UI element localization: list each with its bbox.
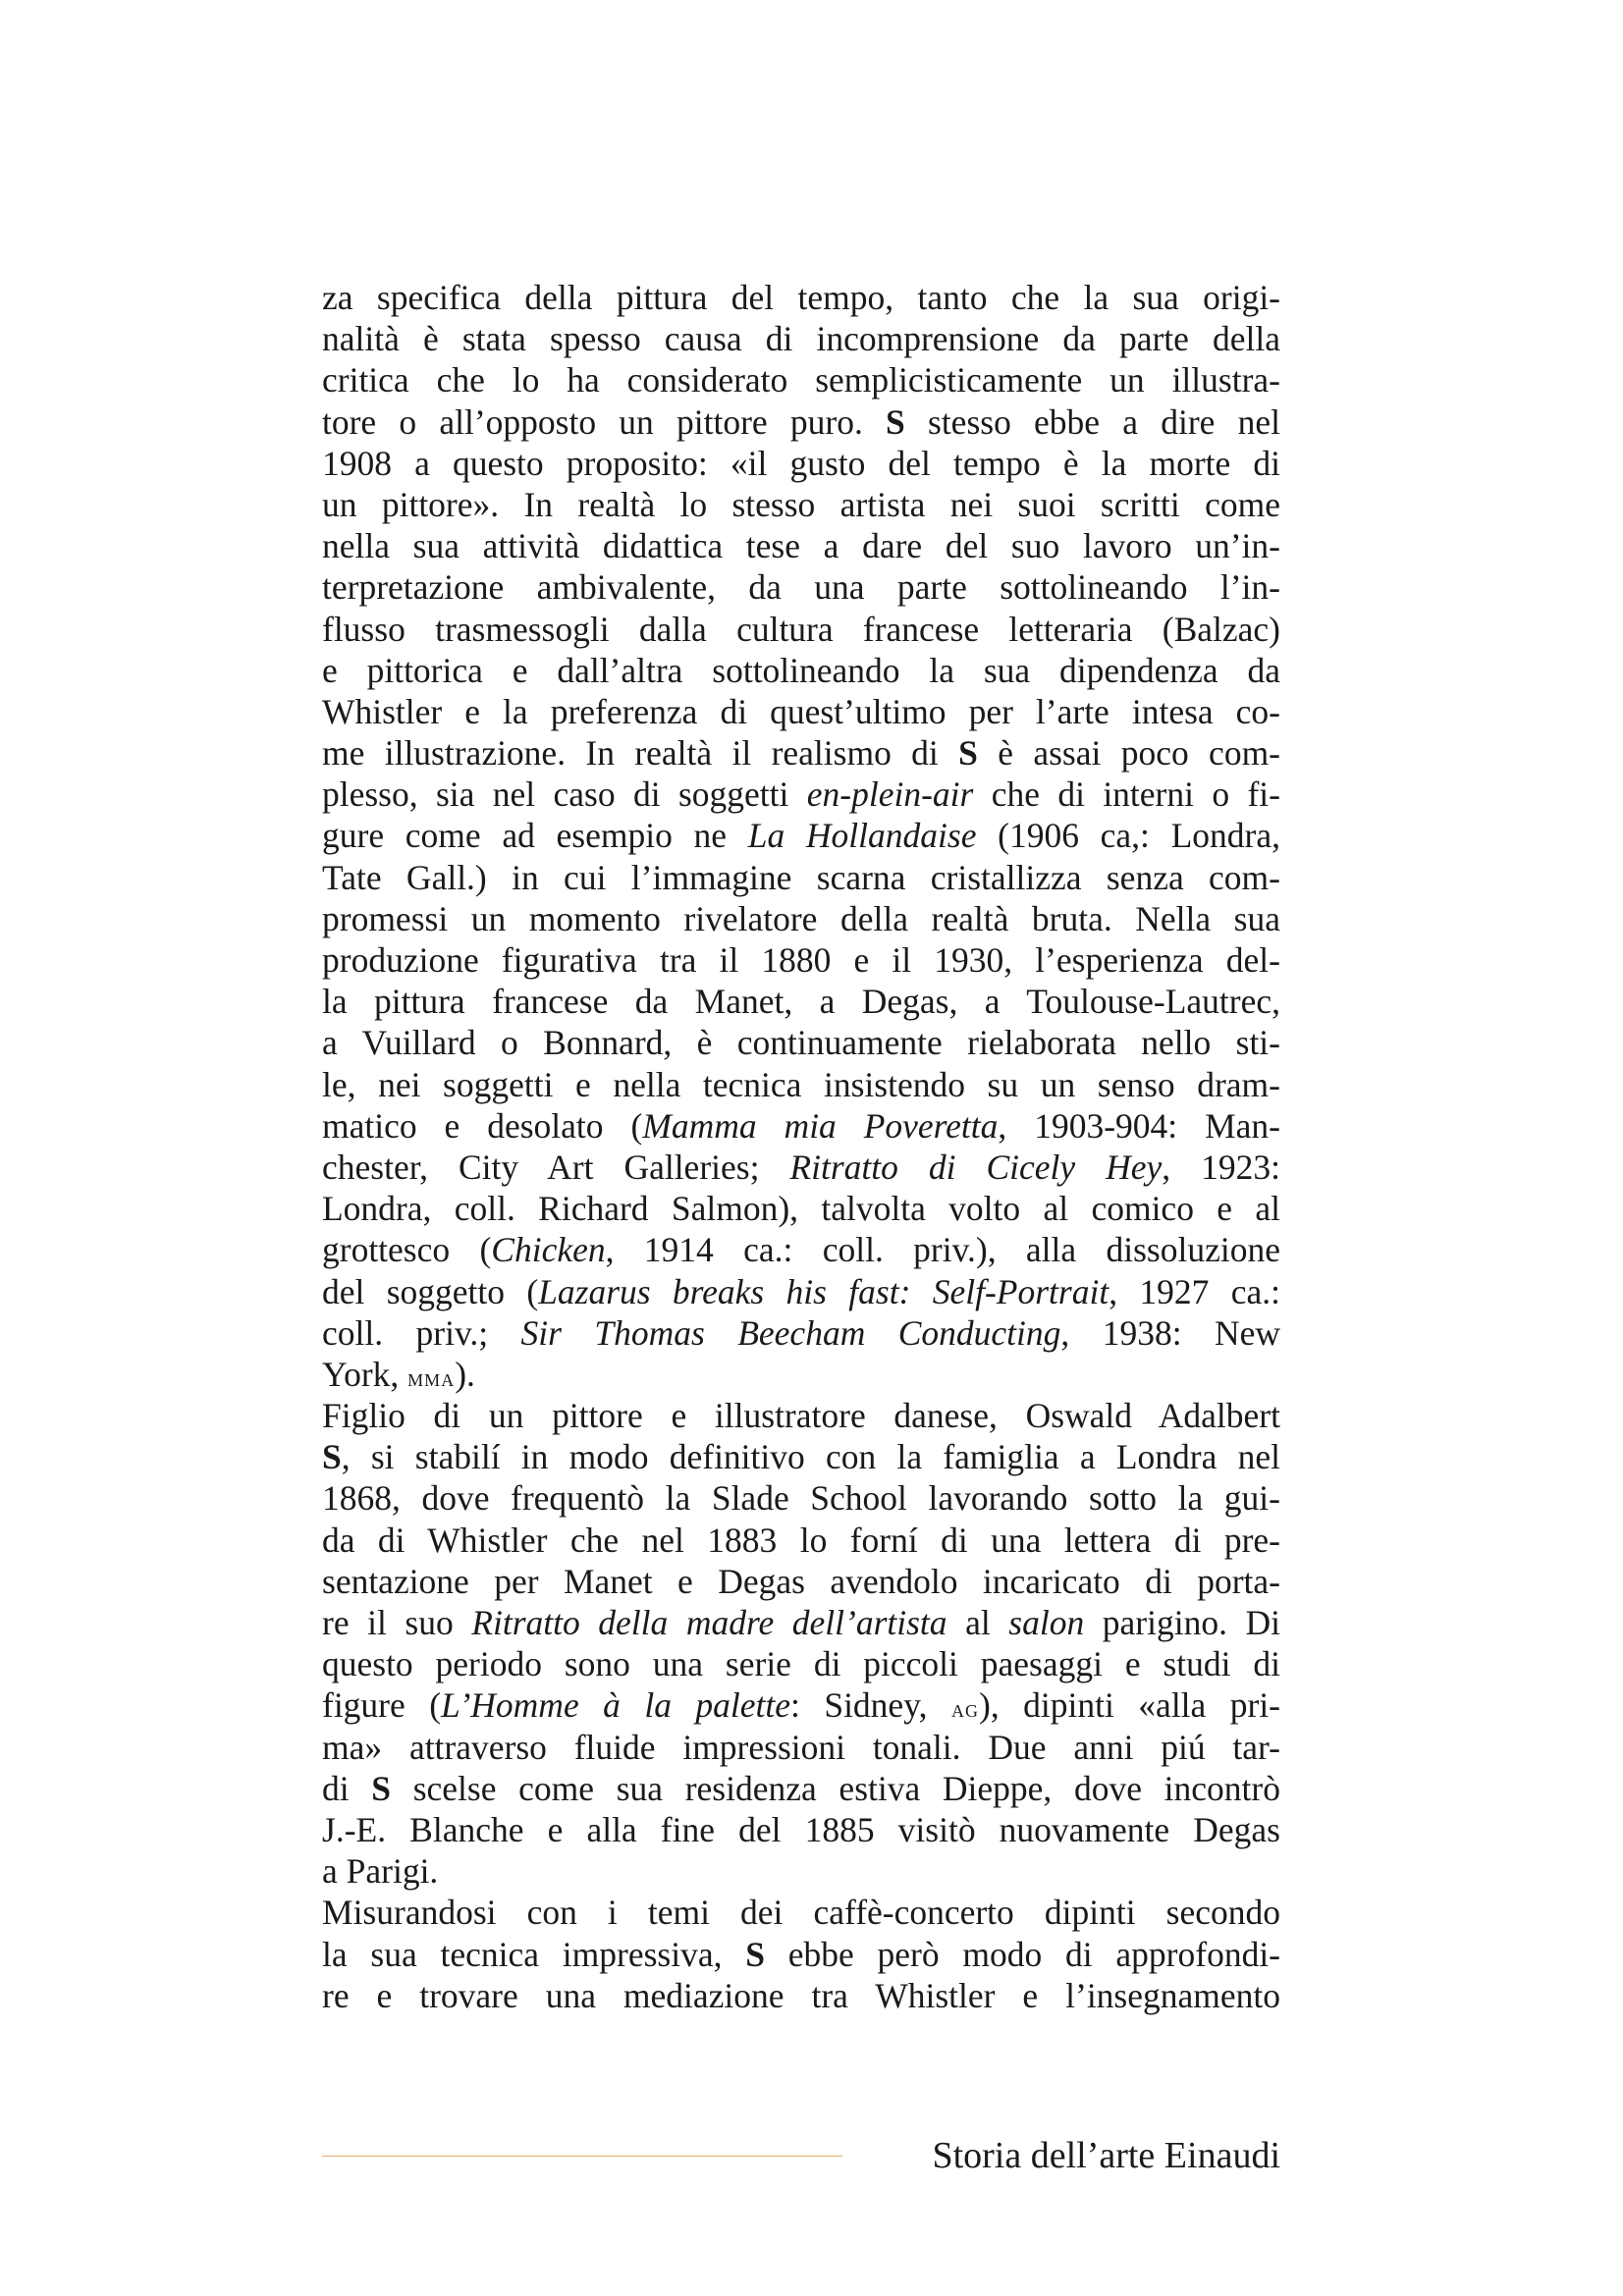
text-run: la pittura francese da Manet, a Degas, a Toulouse-Lautrec, [322,982,1280,1022]
text-run: la sua tecnica impressiva, [322,1934,746,1974]
body-text [322,277,1280,2016]
smallcaps-text: ag [950,1694,980,1724]
text-run: plesso, sia nel caso di soggetti [322,774,807,815]
text-line [322,1395,1280,1436]
text-run: J.-E. Blanche e alla fine del 1885 visitò nuovamente Degas [322,1809,1280,1849]
text-line [322,857,1280,898]
italic-text: L’Homme à la palette [441,1685,791,1726]
text-run: grottesco ( [322,1230,492,1270]
text-run: ). [455,1354,475,1394]
text-line [322,609,1280,650]
text-run: ebbe però modo di approfondi- [764,1934,1281,1974]
text-line [322,1312,1280,1354]
text-run: è assai poco com- [977,733,1280,774]
text-run: 1868, dove frequentò la Slade School lavorando sotto la gui- [322,1478,1280,1519]
text-line [322,732,1280,774]
text-run: al [947,1603,1009,1642]
text-run: nalità è stata spesso causa di incomprensione da parte della [322,319,1280,359]
text-line [322,1850,1280,1892]
text-run: Londra, coll. Richard Salmon), talvolta volto al comico e al [322,1189,1280,1229]
bold-text: S [322,1437,342,1477]
page-footer [322,2130,1280,2181]
text-line [322,318,1280,359]
bold-text: S [886,401,905,442]
text-line [322,1105,1280,1147]
text-run: gure come ad esempio ne [322,816,748,856]
text-run: , 1927 ca.: [1109,1271,1280,1311]
text-run: scelse come sua residenza estiva Dieppe, dove incontrò [391,1768,1280,1808]
text-run: questo periodo sono una serie di piccoli paesaggi e studi di [322,1644,1280,1684]
italic-text: en-plein-air [806,774,974,815]
text-run: , 1914 ca.: coll. priv.), alla dissoluzione [605,1230,1280,1270]
italic-text: salon [1008,1603,1085,1642]
text-line [322,1229,1280,1270]
text-line [322,1934,1280,1975]
text-line [322,1477,1280,1519]
text-line [322,1064,1280,1105]
text-run: coll. priv.; [322,1312,521,1353]
text-line [322,1022,1280,1063]
text-run: tore o all’opposto un pittore puro. [322,401,887,442]
text-line [322,1975,1280,2016]
italic-text: Sir Thomas Beecham Conducting [520,1312,1061,1353]
text-run: e pittorica e dall’altra sottolineando la sua dipendenza da [322,650,1280,690]
text-run: a Parigi. [322,1851,439,1892]
text-line [322,1602,1280,1643]
text-run: (1906 ca,: Londra, [976,816,1280,856]
text-run: di [322,1768,372,1808]
text-run: le, nei soggetti e nella tecnica insistendo su un senso dram- [322,1064,1280,1104]
text-line [322,1643,1280,1684]
text-run: figure ( [322,1685,442,1726]
text-run: stesso ebbe a dire nel [904,401,1280,442]
text-run: re il suo [322,1603,472,1642]
text-line [322,525,1280,566]
smallcaps-text: mma [407,1362,456,1392]
text-run: za specifica della pittura del tempo, tanto che la sua origi- [322,278,1280,317]
text-run: che di interni o fi- [973,774,1280,815]
text-line [322,981,1280,1022]
text-line [322,774,1280,815]
italic-text: Ritratto della madre dell’artista [471,1603,947,1642]
text-run: flusso trasmessogli dalla cultura francese letteraria (Balzac) [322,609,1280,649]
text-run: terpretazione ambivalente, da una parte sottolineando l’in- [322,567,1280,608]
text-run: a Vuillard o Bonnard, è continuamente rielaborata nello sti- [322,1023,1280,1063]
text-run: , 1938: New [1060,1312,1280,1353]
footer-title: Storia dell’arte Einaudi [932,2135,1280,2176]
text-line [322,484,1280,525]
text-line [322,1768,1280,1809]
text-line [322,898,1280,939]
text-run: parigino. Di [1084,1603,1281,1642]
text-line [322,650,1280,691]
text-run: Figlio di un pittore e illustratore danese, Oswald Adalbert [322,1396,1280,1436]
italic-text: Lazarus breaks his fast: Self-Portrait [538,1271,1109,1311]
text-run: Tate Gall.) in cui l’immagine scarna cristallizza senza com- [322,857,1280,897]
italic-text: La Hollandaise [747,816,977,856]
italic-text: Mamma mia Poveretta [642,1105,999,1146]
text-line [322,1727,1280,1768]
text-run: re e trovare una mediazione tra Whistler e l’insegnamento [322,1975,1280,2015]
text-run: critica che lo ha considerato semplicisticamente un illustra- [322,360,1280,400]
text-line [322,1809,1280,1850]
italic-text: Chicken [491,1230,606,1270]
text-run: : Sidney, [790,1685,951,1726]
bold-text: S [745,1934,765,1974]
text-run: del soggetto ( [322,1271,539,1311]
text-run: chester, City Art Galleries; [322,1147,790,1187]
text-line [322,443,1280,484]
text-line [322,1561,1280,1602]
text-run: , 1923: [1162,1147,1280,1187]
text-run: ), dipinti «alla pri- [979,1685,1280,1726]
text-line [322,939,1280,981]
text-line [322,566,1280,608]
text-line [322,401,1280,443]
text-run: sentazione per Manet e Degas avendolo incaricato di porta- [322,1561,1280,1601]
text-run: 1908 a questo proposito: «il gusto del tempo è la morte di [322,443,1280,483]
text-run: produzione figurativa tra il 1880 e il 1930, l’esperienza del- [322,940,1280,980]
text-run: Misurandosi con i temi dei caffè-concerto dipinti secondo [322,1893,1280,1933]
text-run: matico e desolato ( [322,1105,643,1146]
italic-text: Ritratto di Cicely Hey [789,1147,1163,1187]
text-line [322,1271,1280,1312]
text-line [322,691,1280,732]
text-line [322,277,1280,318]
text-run: nella sua attività didattica tese a dare del suo lavoro un’in- [322,526,1280,566]
text-line [322,1684,1280,1726]
text-run: da di Whistler che nel 1883 lo forní di una lettera di pre- [322,1520,1280,1560]
text-line [322,1188,1280,1229]
text-run: un pittore». In realtà lo stesso artista nei suoi scritti come [322,484,1280,524]
text-line [322,1436,1280,1477]
text-run: ma» attraverso fluide impressioni tonali. Due anni piú tar- [322,1727,1280,1767]
text-line [322,1892,1280,1933]
text-line [322,359,1280,400]
bold-text: S [958,733,978,774]
bold-text: S [371,1768,392,1808]
text-line [322,1147,1280,1188]
text-run: promessi un momento rivelatore della realtà bruta. Nella sua [322,898,1280,938]
text-run: York, [322,1354,408,1394]
text-line [322,1520,1280,1561]
text-run: Whistler e la preferenza di quest’ultimo per l’arte intesa co- [322,691,1280,731]
text-line [322,1354,1280,1395]
text-run: , si stabilí in modo definitivo con la famiglia a Londra nel [341,1437,1280,1477]
text-run: me illustrazione. In realtà il realismo di [322,733,959,774]
text-line [322,815,1280,856]
footer-rule [322,2156,842,2157]
text-run: , 1903-904: Man- [998,1105,1280,1146]
